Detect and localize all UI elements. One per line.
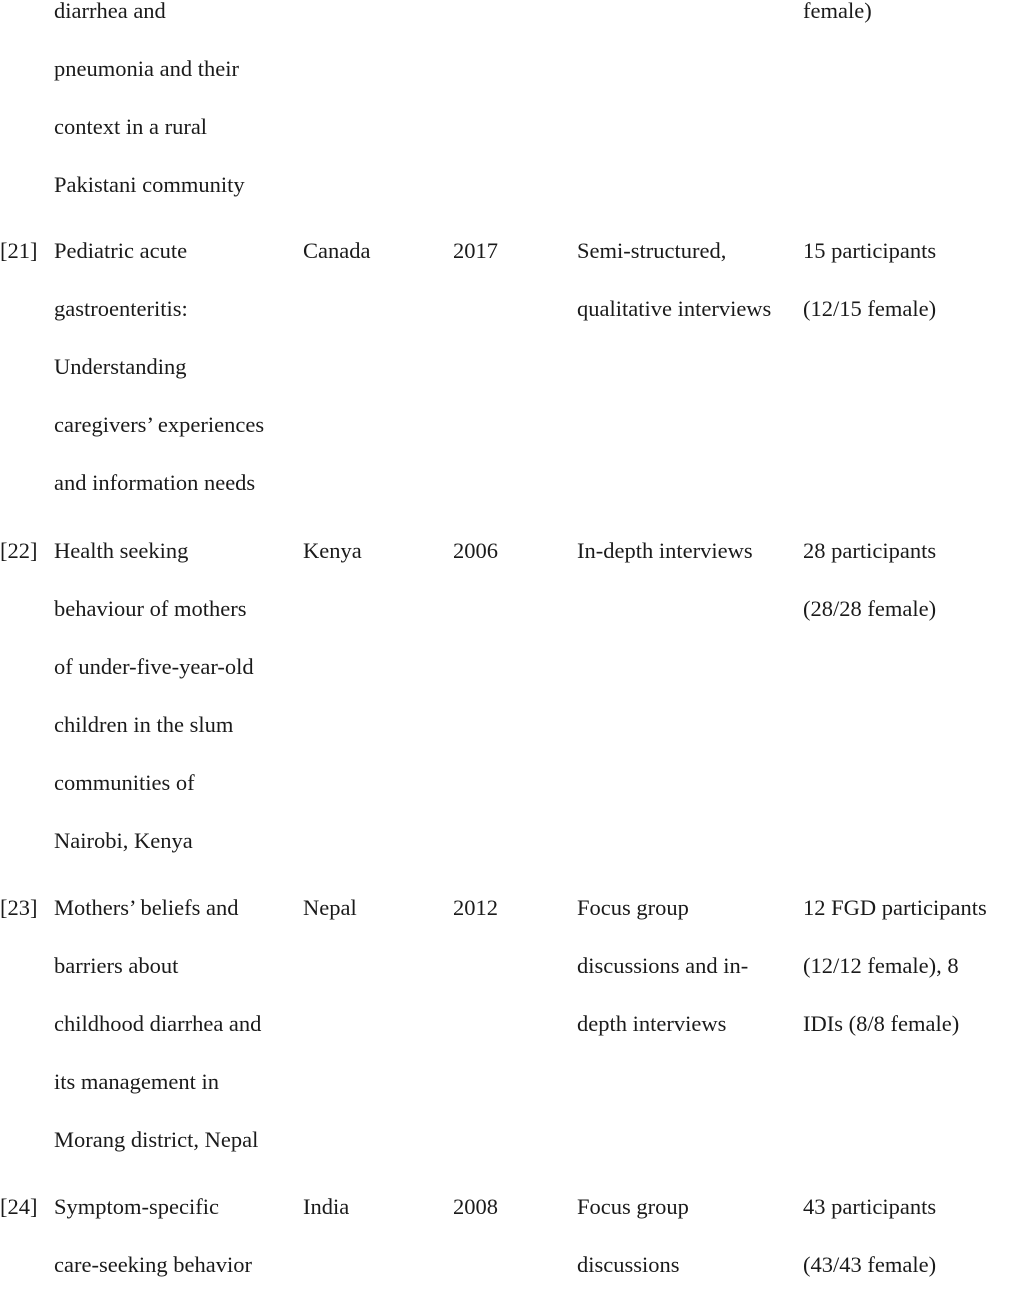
participants: female) xyxy=(803,0,872,23)
year: 2017 xyxy=(453,238,498,263)
methods: Focus group discussions xyxy=(577,1194,689,1277)
study-title: Symptom-specific care-seeking behavior xyxy=(54,1194,253,1277)
country: Canada xyxy=(303,238,371,263)
year: 2006 xyxy=(453,538,498,563)
participants: 15 participants (12/15 female) xyxy=(803,238,937,321)
participants: 28 participants (28/28 female) xyxy=(803,538,937,621)
methods: Semi-structured, qualitative interviews xyxy=(577,238,772,321)
participants: 43 participants (43/43 female) xyxy=(803,1194,937,1277)
country: Kenya xyxy=(303,538,362,563)
study-title: Health seeking behaviour of mothers of under-five-year-old children in the slum communities of Nairobi, Kenya xyxy=(54,538,254,853)
methods: Focus group discussions and in- depth interviews xyxy=(577,895,749,1036)
study-title: Pediatric acute gastroenteritis: Understanding caregivers’ experiences and information needs xyxy=(54,238,265,495)
country: Nepal xyxy=(303,895,357,920)
year: 2008 xyxy=(453,1194,498,1219)
methods: In-depth interviews xyxy=(577,538,753,563)
participants: 12 FGD participants (12/12 female), 8 IDIs (8/8 female) xyxy=(803,895,987,1036)
reference-number: [24] xyxy=(0,1194,38,1219)
year: 2012 xyxy=(453,895,498,920)
reference-number: [22] xyxy=(0,538,38,563)
reference-number: [21] xyxy=(0,238,38,263)
study-title: Mothers’ beliefs and barriers about childhood diarrhea and its management in Morang district, Nepal xyxy=(54,895,262,1152)
reference-number: [23] xyxy=(0,895,38,920)
country: India xyxy=(303,1194,350,1219)
study-title: diarrhea and pneumonia and their context in a rural Pakistani community xyxy=(54,0,245,197)
